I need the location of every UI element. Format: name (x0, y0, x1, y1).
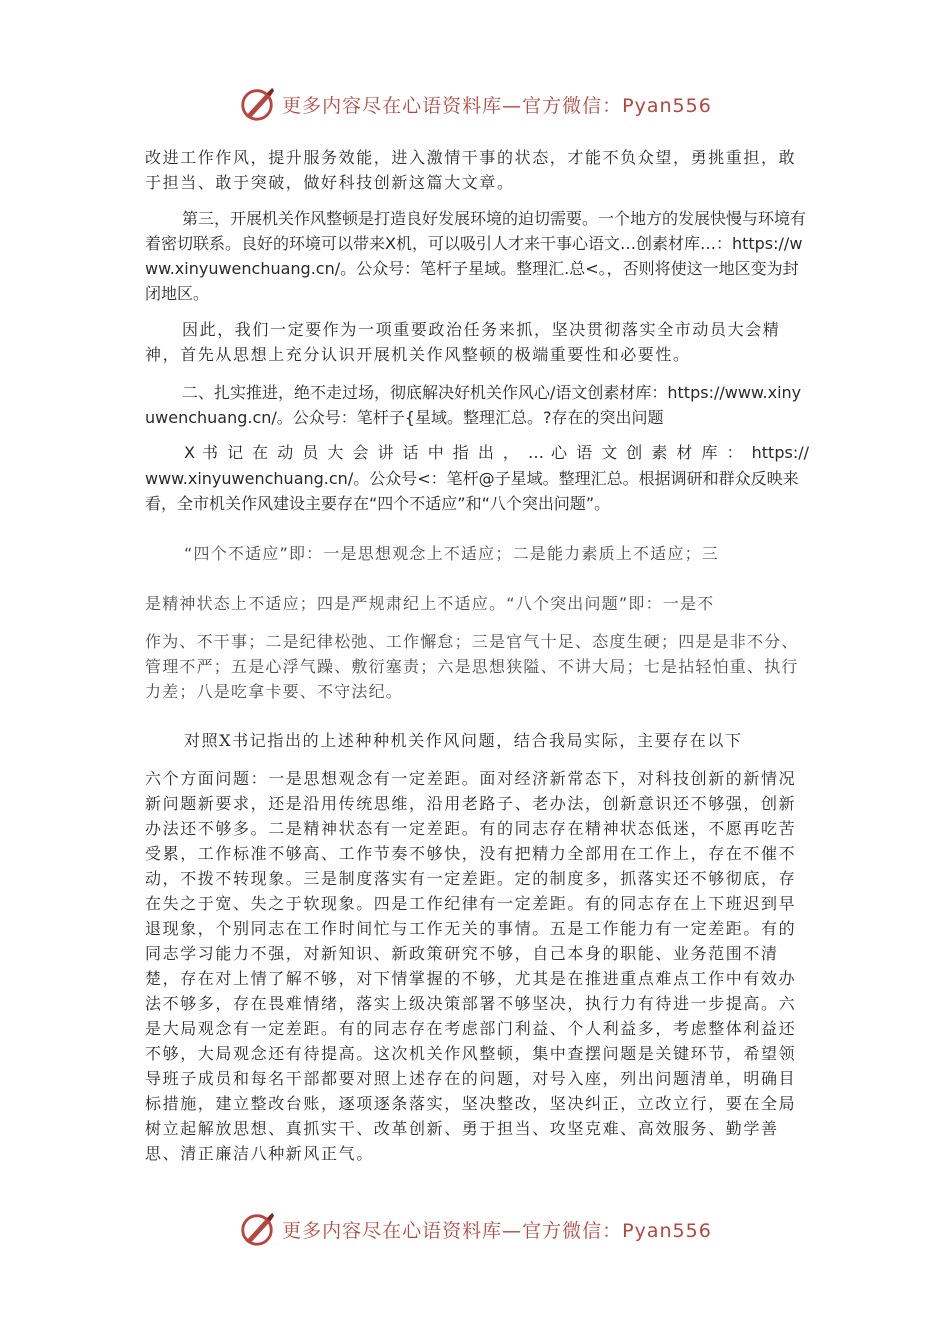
footer-banner-text: 更多内容尽在心语资料库—官方微信：Pyan556 (282, 1219, 712, 1242)
paragraph-4: 二、扎实推进，绝不走过场，彻底解决好机关作风心/语文创素材库：https://www.xinyuwenchuang.cn/。公众号：笔杆子{星域。整理汇总。?存在的突出问题 (145, 383, 802, 427)
pen-in-circle-icon (238, 1210, 276, 1248)
paragraph-9: 对照X书记指出的上述种种机关作风问题，结合我局实际，主要存在以下 (184, 731, 743, 750)
header-banner-text: 更多内容尽在心语资料库—官方微信：Pyan556 (282, 94, 712, 117)
header-banner (0, 84, 950, 124)
paragraph-1: 改进工作作风，提升服务效能，进入激情干事的状态，才能不负众望，勇挑重担，敢于担当、敢于突破，做好科技创新这篇大文章。 (145, 148, 797, 192)
paragraph-10: 六个方面问题：一是思想观念有一定差距。面对经济新常态下，对科技创新的新情况新问题新要求，还是沿用传统思维，沿用老路子、老办法，创新意识还不够强，创新办法还不够多。二是精神状态有一定差距。有的同志存在精神状态低迷，不愿再吃苦受累，工作标准不够高、工作节奏不够快，没有把精力全部用在工作上，存在不催不动，不拨不转现象。三是制度落实有一定差距。定的制度多，抓落实还不够彻底，存在失之于宽、失之于软现象。四是工作纪律有一定差距。有的同志存在上下班迟到早退现象，个别同志在工作时间忙与工作无关的事情。五是工作能力有一定差距。有的同志学习能力不强，对新知识、新政策研究不够，自己本身的职能、业务范围不清楚，存在对上情了解不够，对下情掌握的不够，尤其是在推进重点难点工作中有效办法不够多，存在畏难情绪，落实上级决策部署不够坚决，执行力有待进一步提高。六是大局观念有一定差距。有的同志存在考虑部门利益、个人利益多，考虑整体利益还不够，大局观念还有待提高。这次机关作风整顿，集中查摆问题是关键环节，希望领导班子成员和每名干部都要对照上述存在的问题，对号入座，列出问题清单，明确目标措施，建立整改台账，逐项逐条落实，坚决整改，坚决纠正，立改立行，要在全局树立起解放思想、真抓实干、改革创新、勇于担当、攻坚克难、高效服务、勤学善思、清正廉洁八种新风正气。 (145, 769, 797, 1163)
paragraph-5-line-1: X 书 记 在 动 员 大 会 讲 话 中 指 出 ， … 心 语 文 创 素 材 库 ： https:// (184, 443, 809, 462)
paragraph-6: “四个不适应”即：一是思想观念上不适应；二是能力素质上不适应；三 (184, 544, 719, 563)
paragraph-7: 是精神状态上不适应；四是严规肃纪上不适应。“八个突出问题”即：一是不 (145, 594, 715, 613)
paragraph-8: 作为、不干事；二是纪律松弛、工作懈怠；三是官气十足、态度生硬；四是是非不分、管理不严；五是心浮气躁、敷衍塞责；六是思想狭隘、不讲大局；七是拈轻怕重、执行力差；八是吃拿卡要、不守法纪。 (145, 632, 799, 701)
pen-in-circle-icon (238, 85, 276, 123)
paragraph-3: 因此，我们一定要作为一项重要政治任务来抓，坚决贯彻落实全市动员大会精神，首先从思想上充分认识开展机关作风整顿的极端重要性和必要性。 (145, 320, 781, 364)
paragraph-5-rest: www.xinyuwenchuang.cn/。公众号<：笔杆@子星域。整理汇总。根据调研和群众反映来看，全市机关作风建设主要存在“四个不适应”和“八个突出问题”。 (145, 469, 799, 513)
paragraph-2: 第三，开展机关作风整顿是打造良好发展环境的迫切需要。一个地方的发展快慢与环境有着密切联系。良好的环境可以带来X机，可以吸引人才来干事心语文…创素材库…：https://www.xinyuwenchuang.cn/。公众号：笔杆子星域。整理汇.总<。，否则将使这一地区变为封闭地区。 (145, 209, 807, 303)
footer-banner (0, 1209, 950, 1249)
